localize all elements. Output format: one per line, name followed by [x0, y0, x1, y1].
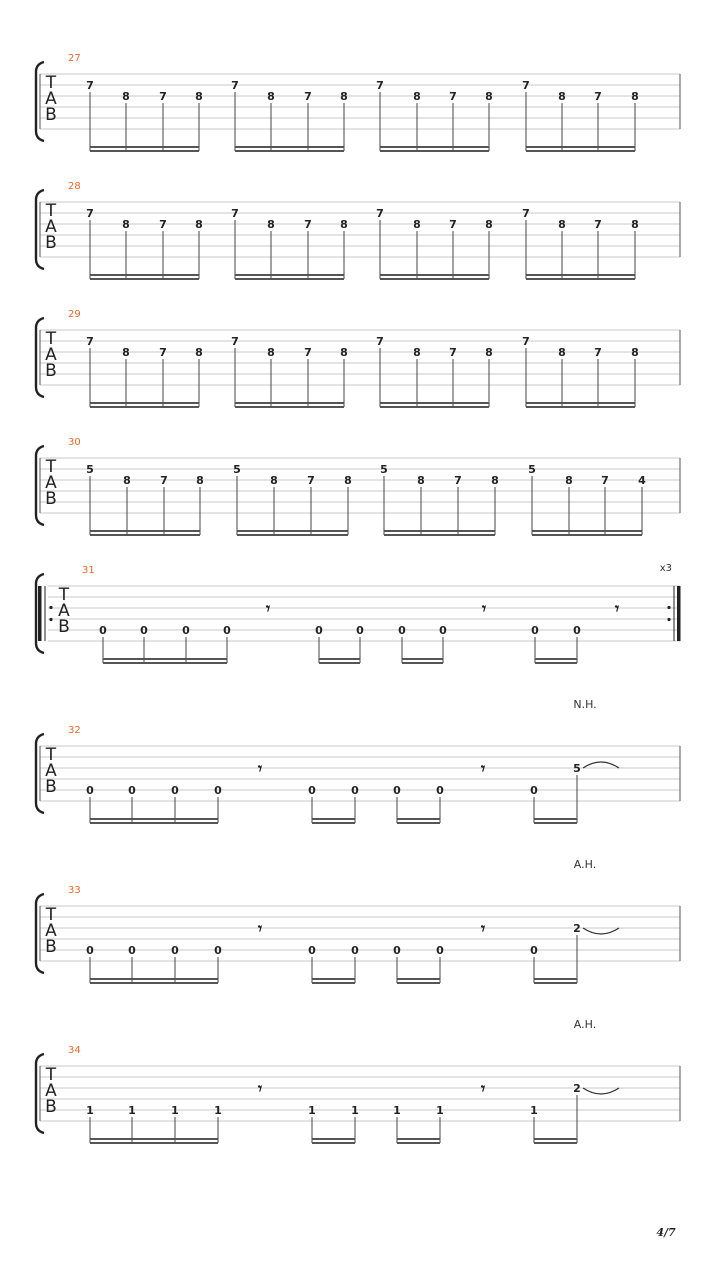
fret-number: 1 — [436, 1104, 444, 1117]
fret-number: 8 — [413, 218, 421, 231]
fret-number: 0 — [171, 784, 179, 797]
fret-number: 0 — [308, 784, 316, 797]
fret-number: 0 — [86, 944, 94, 957]
beam — [397, 982, 440, 984]
beam — [237, 534, 348, 536]
tab-clef-letter: B — [45, 1097, 57, 1117]
fret-number: 0 — [531, 624, 539, 637]
fret-number: 0 — [86, 784, 94, 797]
eighth-rest: 𝄾 — [257, 919, 263, 938]
measure-number: 31 — [82, 565, 95, 576]
fret-number: 8 — [122, 346, 130, 359]
fret-number: 5 — [86, 463, 94, 476]
beam — [90, 978, 218, 980]
beam — [90, 274, 199, 276]
beam — [534, 818, 577, 820]
eighth-rest: 𝄾 — [257, 759, 263, 778]
fret-number: 7 — [449, 218, 457, 231]
fret-number: 0 — [128, 784, 136, 797]
fret-number: 8 — [631, 218, 639, 231]
eighth-rest: 𝄾 — [257, 1079, 263, 1098]
fret-number: 7 — [86, 335, 94, 348]
fret-number: 0 — [530, 784, 538, 797]
fret-number: 7 — [86, 79, 94, 92]
fret-number: 5 — [528, 463, 536, 476]
fret-number: 7 — [304, 218, 312, 231]
fret-number: 7 — [159, 90, 167, 103]
eighth-rest: 𝄾 — [480, 919, 486, 938]
fret-number: 7 — [449, 346, 457, 359]
fret-number: 7 — [159, 346, 167, 359]
eighth-rest: 𝄾 — [614, 599, 620, 618]
beam — [397, 1138, 440, 1140]
eighth-rest: 𝄾 — [265, 599, 271, 618]
fret-number: 2 — [573, 922, 581, 935]
beam — [237, 530, 348, 532]
beam — [103, 662, 227, 664]
fret-number: 8 — [491, 474, 499, 487]
fret-number: 8 — [413, 90, 421, 103]
beam — [526, 402, 635, 404]
fret-number: 0 — [223, 624, 231, 637]
fret-number: 7 — [304, 90, 312, 103]
beam — [526, 406, 635, 408]
beam — [380, 402, 489, 404]
beam — [90, 1138, 218, 1140]
tab-clef-letter: A — [45, 1081, 57, 1101]
fret-number: 0 — [436, 784, 444, 797]
beam — [397, 822, 440, 824]
fret-number: 7 — [86, 207, 94, 220]
fret-number: 8 — [417, 474, 425, 487]
fret-number: 7 — [594, 346, 602, 359]
fret-number: 8 — [195, 90, 203, 103]
harmonic-tie — [583, 1088, 619, 1094]
beam — [90, 818, 218, 820]
fret-number: 8 — [196, 474, 204, 487]
beam — [534, 822, 577, 824]
tab-clef-letter: T — [45, 73, 57, 93]
beam — [90, 146, 199, 148]
fret-number: 7 — [304, 346, 312, 359]
beam — [235, 402, 344, 404]
tab-clef-letter: T — [58, 585, 70, 605]
beam — [532, 530, 642, 532]
beam — [384, 534, 495, 536]
tab-clef-letter: B — [58, 617, 70, 637]
beam — [397, 1142, 440, 1144]
fret-number: 0 — [171, 944, 179, 957]
beam — [534, 982, 577, 984]
fret-number: 8 — [267, 218, 275, 231]
beam — [384, 530, 495, 532]
beam — [402, 658, 443, 660]
beam — [534, 1138, 577, 1140]
beam — [103, 658, 227, 660]
beam — [397, 978, 440, 980]
fret-number: 7 — [522, 207, 530, 220]
tab-clef-letter: B — [45, 361, 57, 381]
beam — [90, 822, 218, 824]
fret-number: 8 — [122, 218, 130, 231]
fret-number: 8 — [558, 218, 566, 231]
fret-number: 8 — [485, 90, 493, 103]
measure-number: 30 — [68, 437, 81, 448]
fret-number: 1 — [128, 1104, 136, 1117]
fret-number: 1 — [530, 1104, 538, 1117]
repeat-count: x3 — [659, 563, 672, 574]
fret-number: 0 — [439, 624, 447, 637]
beam — [532, 534, 642, 536]
beam — [319, 658, 360, 660]
fret-number: 7 — [594, 218, 602, 231]
fret-number: 4 — [638, 474, 646, 487]
page-number: 4/7 — [656, 1226, 676, 1239]
fret-number: 8 — [270, 474, 278, 487]
fret-number: 8 — [122, 90, 130, 103]
fret-number: 0 — [99, 624, 107, 637]
tab-clef-letter: T — [45, 1065, 57, 1085]
beam — [90, 530, 200, 532]
beam — [312, 818, 355, 820]
fret-number: 1 — [86, 1104, 94, 1117]
fret-number: 0 — [393, 944, 401, 957]
harmonic-annotation: N.H. — [573, 698, 597, 711]
fret-number: 1 — [214, 1104, 222, 1117]
fret-number: 8 — [558, 90, 566, 103]
fret-number: 5 — [380, 463, 388, 476]
tab-clef-letter: A — [45, 761, 57, 781]
fret-number: 8 — [631, 90, 639, 103]
tab-clef-letter: T — [45, 745, 57, 765]
measure-number: 33 — [68, 885, 81, 896]
fret-number: 7 — [376, 207, 384, 220]
measure-number: 28 — [68, 181, 81, 192]
fret-number: 1 — [393, 1104, 401, 1117]
beam — [312, 1142, 355, 1144]
beam — [235, 278, 344, 280]
fret-number: 0 — [182, 624, 190, 637]
fret-number: 7 — [454, 474, 462, 487]
tab-clef-letter: T — [45, 905, 57, 925]
beam — [380, 278, 489, 280]
fret-number: 0 — [315, 624, 323, 637]
beam — [90, 150, 199, 152]
fret-number: 0 — [351, 944, 359, 957]
tab-clef-letter: B — [45, 105, 57, 125]
tab-clef-letter: A — [58, 601, 70, 621]
fret-number: 5 — [233, 463, 241, 476]
beam — [380, 406, 489, 408]
beam — [90, 534, 200, 536]
fret-number: 7 — [522, 335, 530, 348]
fret-number: 7 — [159, 218, 167, 231]
tab-clef-letter: A — [45, 921, 57, 941]
repeat-start-thick-barline — [38, 586, 42, 641]
fret-number: 8 — [267, 90, 275, 103]
beam — [90, 406, 199, 408]
fret-number: 5 — [573, 762, 581, 775]
fret-number: 7 — [601, 474, 609, 487]
fret-number: 0 — [530, 944, 538, 957]
beam — [312, 1138, 355, 1140]
fret-number: 8 — [340, 346, 348, 359]
fret-number: 1 — [171, 1104, 179, 1117]
fret-number: 8 — [485, 346, 493, 359]
fret-number: 7 — [594, 90, 602, 103]
harmonic-annotation: A.H. — [573, 858, 597, 871]
fret-number: 0 — [573, 624, 581, 637]
beam — [380, 146, 489, 148]
beam — [535, 662, 577, 664]
fret-number: 7 — [307, 474, 315, 487]
fret-number: 8 — [631, 346, 639, 359]
fret-number: 2 — [573, 1082, 581, 1095]
beam — [526, 274, 635, 276]
fret-number: 0 — [436, 944, 444, 957]
fret-number: 0 — [128, 944, 136, 957]
fret-number: 7 — [376, 79, 384, 92]
fret-number: 1 — [308, 1104, 316, 1117]
eighth-rest: 𝄾 — [480, 1079, 486, 1098]
measure-number: 29 — [68, 309, 81, 320]
beam — [380, 274, 489, 276]
fret-number: 8 — [558, 346, 566, 359]
tab-clef-letter: B — [45, 233, 57, 253]
fret-number: 0 — [140, 624, 148, 637]
fret-number: 0 — [308, 944, 316, 957]
fret-number: 8 — [195, 346, 203, 359]
repeat-end-thick-barline — [677, 586, 681, 641]
beam — [312, 822, 355, 824]
tab-clef-letter: T — [45, 201, 57, 221]
beam — [535, 658, 577, 660]
tab-clef-letter: T — [45, 329, 57, 349]
beam — [534, 1142, 577, 1144]
beam — [397, 818, 440, 820]
fret-number: 8 — [344, 474, 352, 487]
beam — [90, 982, 218, 984]
fret-number: 7 — [160, 474, 168, 487]
repeat-dot — [667, 606, 670, 609]
repeat-dot — [49, 606, 52, 609]
fret-number: 0 — [393, 784, 401, 797]
tab-clef-letter: B — [45, 489, 57, 509]
harmonic-tie — [583, 762, 619, 768]
tab-clef-letter: A — [45, 89, 57, 109]
harmonic-annotation: A.H. — [573, 1018, 597, 1031]
fret-number: 7 — [231, 335, 239, 348]
beam — [90, 278, 199, 280]
fret-number: 7 — [231, 207, 239, 220]
measure-number: 34 — [68, 1045, 81, 1056]
fret-number: 1 — [351, 1104, 359, 1117]
beam — [402, 662, 443, 664]
beam — [526, 150, 635, 152]
fret-number: 0 — [356, 624, 364, 637]
fret-number: 7 — [376, 335, 384, 348]
fret-number: 8 — [195, 218, 203, 231]
beam — [90, 402, 199, 404]
fret-number: 0 — [398, 624, 406, 637]
beam — [534, 978, 577, 980]
fret-number: 7 — [522, 79, 530, 92]
repeat-dot — [49, 618, 52, 621]
fret-number: 8 — [565, 474, 573, 487]
fret-number: 0 — [214, 944, 222, 957]
fret-number: 8 — [413, 346, 421, 359]
eighth-rest: 𝄾 — [481, 599, 487, 618]
measure-number: 27 — [68, 53, 81, 64]
repeat-dot — [667, 618, 670, 621]
beam — [235, 274, 344, 276]
eighth-rest: 𝄾 — [480, 759, 486, 778]
beam — [526, 278, 635, 280]
beam — [235, 406, 344, 408]
tab-clef-letter: A — [45, 345, 57, 365]
fret-number: 7 — [449, 90, 457, 103]
fret-number: 8 — [340, 218, 348, 231]
tab-clef-letter: T — [45, 457, 57, 477]
beam — [526, 146, 635, 148]
beam — [380, 150, 489, 152]
beam — [312, 978, 355, 980]
beam — [235, 146, 344, 148]
fret-number: 8 — [267, 346, 275, 359]
beam — [312, 982, 355, 984]
harmonic-tie — [583, 928, 619, 934]
beam — [235, 150, 344, 152]
tab-clef-letter: A — [45, 217, 57, 237]
beam — [319, 662, 360, 664]
fret-number: 0 — [214, 784, 222, 797]
fret-number: 7 — [231, 79, 239, 92]
fret-number: 8 — [485, 218, 493, 231]
beam — [90, 1142, 218, 1144]
tab-clef-letter: B — [45, 777, 57, 797]
fret-number: 8 — [123, 474, 131, 487]
fret-number: 0 — [351, 784, 359, 797]
fret-number: 8 — [340, 90, 348, 103]
measure-number: 32 — [68, 725, 81, 736]
tab-clef-letter: A — [45, 473, 57, 493]
tab-clef-letter: B — [45, 937, 57, 957]
